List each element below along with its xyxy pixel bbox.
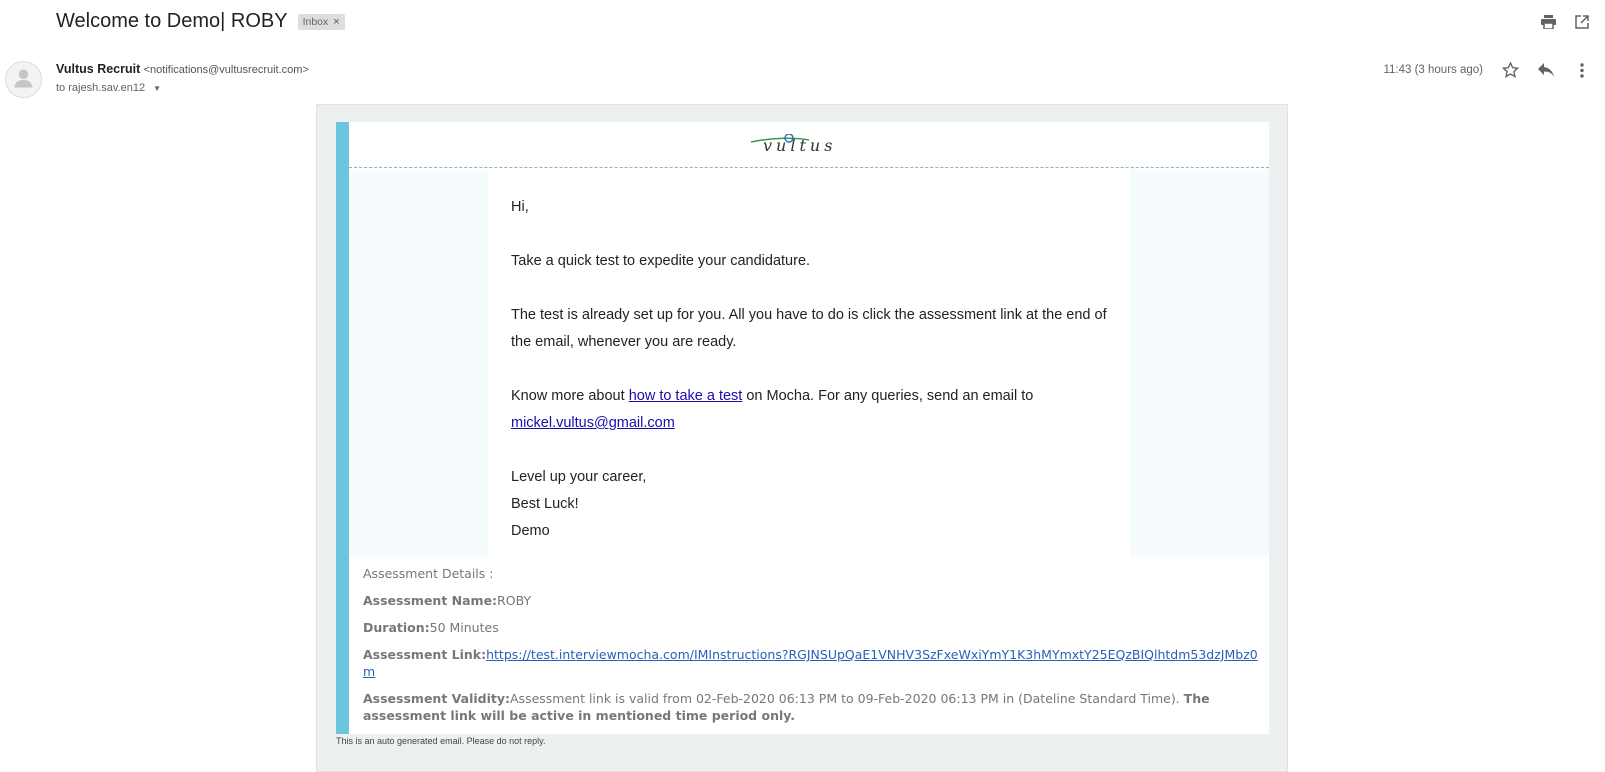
recipient-text: to rajesh.sav.en12 [56,82,146,94]
closing-signature: Demo [511,523,550,539]
top-actions [1539,12,1591,32]
reply-icon[interactable] [1537,60,1555,80]
help-text-after: on Mocha. For any queries, send an email to [742,388,1034,404]
assessment-name-row [363,592,1263,609]
message-meta [1383,60,1591,80]
sender-avatar[interactable] [5,61,42,98]
star-icon[interactable] [1501,60,1519,80]
duration-row [363,619,1263,636]
paragraph-help [511,383,1107,437]
svg-text:vultus: vultus [763,135,837,155]
vultus-logo [349,122,1269,168]
email-content [349,122,1269,734]
email-subject-row [56,10,345,33]
assessment-link-row [363,646,1263,680]
remove-label-icon[interactable]: × [333,15,340,28]
inbox-label-chip[interactable] [298,14,345,30]
closing-line-1: Level up your career, [511,469,647,485]
validity-value: Assessment link is valid from 02-Feb-2020 06:13 PM to 09-Feb-2020 06:13 PM in (Dateline Standard Time). [510,691,1184,706]
inbox-label-text: Inbox [302,15,329,28]
greeting: Hi, [511,199,529,215]
duration-value: 50 Minutes [429,620,499,635]
sender-name[interactable]: Vultus Recruit [56,62,141,76]
message-time: 11:43 (3 hours ago) [1383,64,1483,76]
email-body-frame [316,104,1288,772]
open-in-new-window-icon[interactable] [1573,12,1591,32]
validity-note: The assessment link will be active in mentioned time period only. [363,691,1210,723]
contact-email-link[interactable]: mickel.vultus@gmail.com [511,415,675,431]
how-to-take-test-link[interactable]: how to take a test [628,388,743,404]
sender-email: <notifications@vultusrecruit.com> [143,64,309,76]
details-heading: Assessment Details : [363,566,494,581]
show-details-chevron-icon[interactable]: ▼ [153,83,161,93]
duration-label: Duration: [363,620,430,635]
assessment-link[interactable]: https://test.interviewmocha.com/IMInstructions?RGJNSUpQaE1VNHV3SzFxeWxiYmY1K3hMYmxtY25EQzBIQlhtdm53dzJMbz0m [363,647,1258,679]
more-options-icon[interactable] [1573,60,1591,80]
message-card [488,169,1130,557]
email-subject: Welcome to Demo| ROBY [56,10,288,32]
assessment-link-label: Assessment Link: [363,647,487,662]
accent-bar [336,122,349,734]
assessment-name-label: Assessment Name: [363,593,498,608]
paragraph-instructions: The test is already set up for you. All you have to do is click the assessment link at the end of the email, whenever you are ready. [511,307,1107,350]
assessment-details [363,565,1263,734]
print-icon[interactable] [1539,12,1557,32]
validity-label: Assessment Validity: [363,691,510,706]
closing-line-2: Best Luck! [511,496,579,512]
assessment-validity-row [363,690,1263,724]
sender-line [56,62,309,76]
recipient-line [56,82,161,94]
assessment-name-value: ROBY [497,593,532,608]
help-text-before: Know more about [511,388,629,404]
auto-generated-footer: This is an auto generated email. Please do not reply. [336,736,546,746]
paragraph-intro: Take a quick test to expedite your candidature. [511,253,811,269]
